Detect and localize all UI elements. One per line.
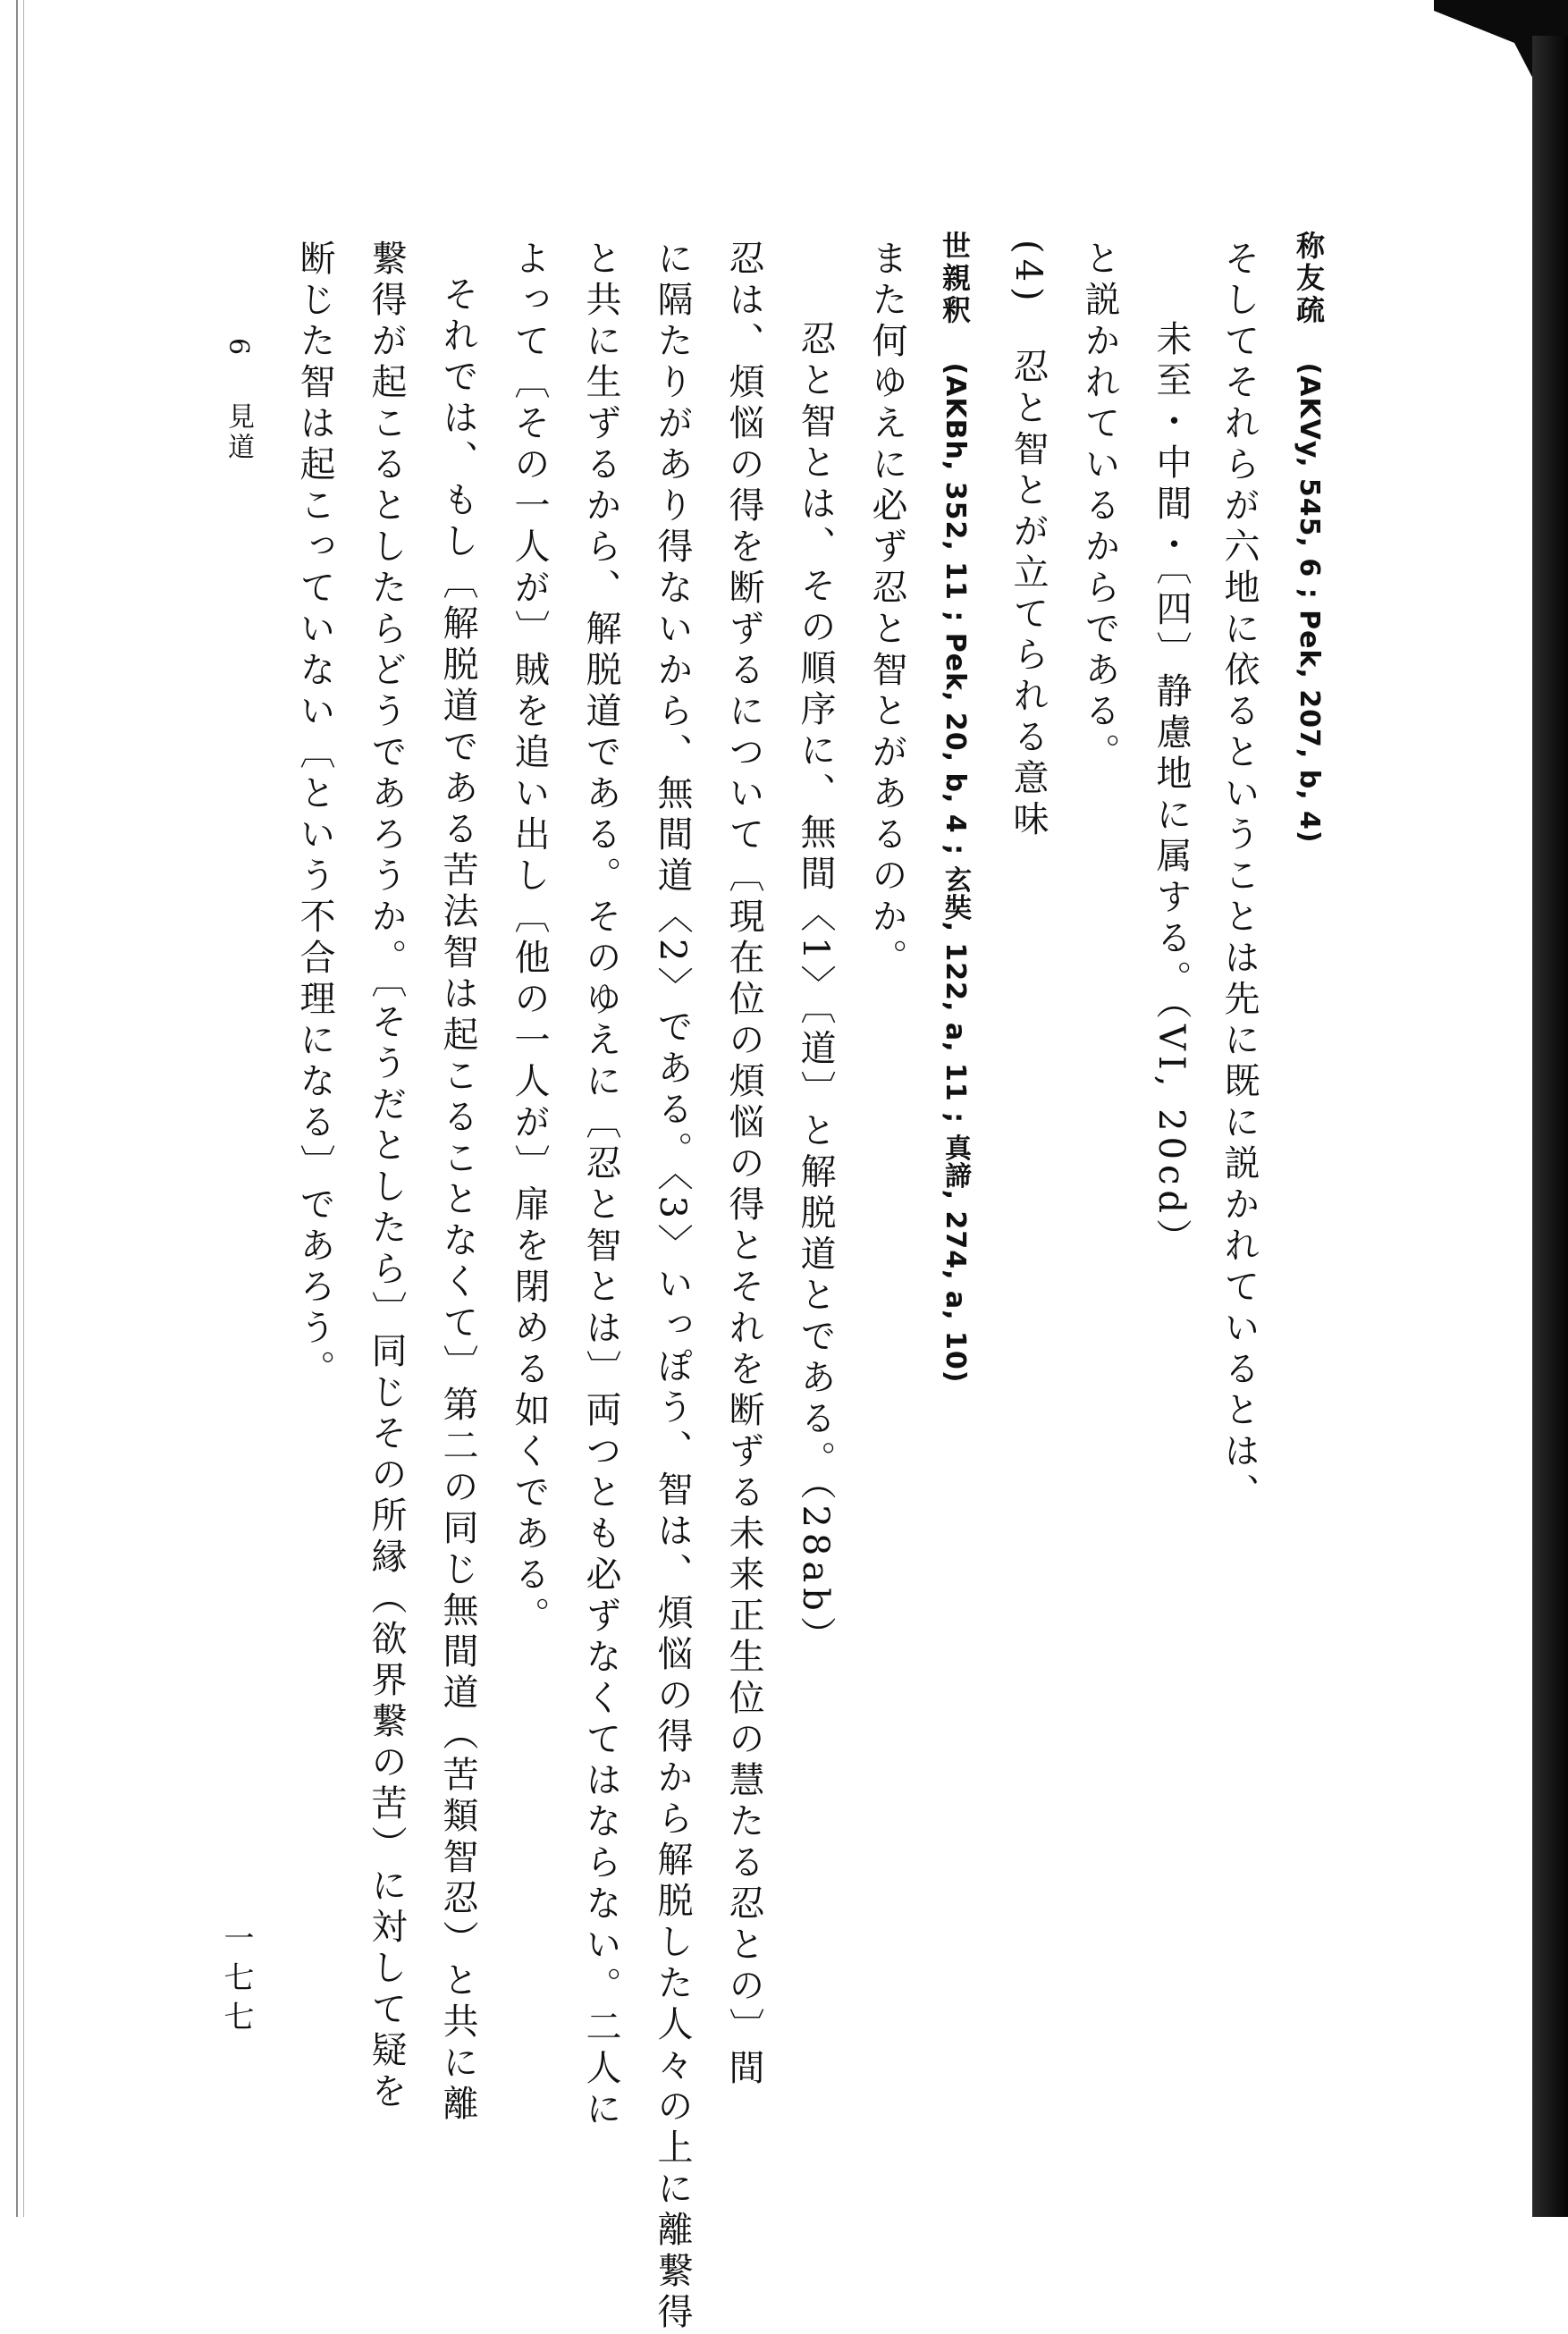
page-number-text: 一七七 <box>218 1922 254 2040</box>
body-line-1: 忍は、煩悩の得を断ずるについて〔現在位の煩悩の得とそれを断ずる未来正生位の慧たる忍との〕間 <box>723 240 764 2090</box>
para1-line1: そしてそれらが六地に依るということは先に既に説かれているとは、 <box>1218 240 1260 1514</box>
section-number: 6 <box>223 338 254 359</box>
body-line-6: 繋得が起こるとしたらどうであろうか。〔そうだとしたら〕同じその所縁（欲界繋の苦）に対して疑を <box>366 240 407 2113</box>
body-line-4: よって〔その一人が〕賊を追い出し〔他の一人が〕扉を閉める如くである。 <box>509 240 550 1638</box>
verse-line <box>795 320 836 1657</box>
ref2-heading <box>938 231 972 1384</box>
footer-section <box>218 338 257 463</box>
body-line-7: 断じた智は起こっていない〔という不合理になる〕であろう。 <box>294 240 335 1391</box>
ref1-label: 称友疏 <box>1292 231 1326 327</box>
para1-line3: と説かれているからである。 <box>1079 240 1120 774</box>
question-line <box>866 240 907 980</box>
verse: 忍と智とは、その順序に、無間〈1〉〔道〕と解脱道とである。（28ab） <box>795 320 836 1657</box>
body-line-5: それでは、もし〔解脱道である苦法智は起こることなくて〕第二の同じ無間道（苦類智忍）と共に離 <box>437 275 478 2126</box>
scan-edge-right <box>1532 36 1568 2217</box>
paragraph-line <box>1079 240 1120 774</box>
scan-edge-left <box>16 0 18 2217</box>
ref1-heading <box>1292 231 1326 844</box>
heading-4: (4) 忍と智とが立てられる意味 <box>1007 240 1049 841</box>
scan-edge-left-inner <box>23 0 24 2217</box>
ref2-citation: (AKBh, 352, 11 ; Pek, 20, b, 4 ; 玄奘, 122, a, 11 ; 真諦, 274, a, 10) <box>940 362 971 1384</box>
para1-line2: 未至・中間・〔四〕静慮地に属する。（VI, 20cd） <box>1151 320 1192 1260</box>
body-line <box>366 240 407 2113</box>
body-line <box>437 275 478 2126</box>
body-line-3: と共に生ずるから、解脱道である。そのゆえに〔忍と智とは〕両つとも必ずなくてはならない。二人に <box>580 240 621 2131</box>
page-number <box>215 1922 258 2040</box>
body-line <box>723 240 764 2090</box>
paragraph-line <box>1151 320 1192 1260</box>
body-line <box>580 240 621 2131</box>
body-line <box>294 240 335 1391</box>
ref2-label: 世親釈 <box>938 231 972 327</box>
question: また何ゆえに必ず忍と智とがあるのか。 <box>866 240 907 980</box>
section-heading <box>1007 240 1049 841</box>
section-title: 見道 <box>223 402 254 464</box>
body-line <box>509 240 550 1638</box>
ref1-citation: (AKVy, 545, 6 ; Pek, 207, b, 4) <box>1294 362 1325 844</box>
paragraph-line <box>1218 240 1260 1514</box>
body-line <box>652 240 693 2334</box>
body-line-2: に隔たりがあり得ないから、無間道〈2〉である。〈3〉いっぽう、智は、煩悩の得から解脱した人々の上に離繋得 <box>652 240 693 2334</box>
